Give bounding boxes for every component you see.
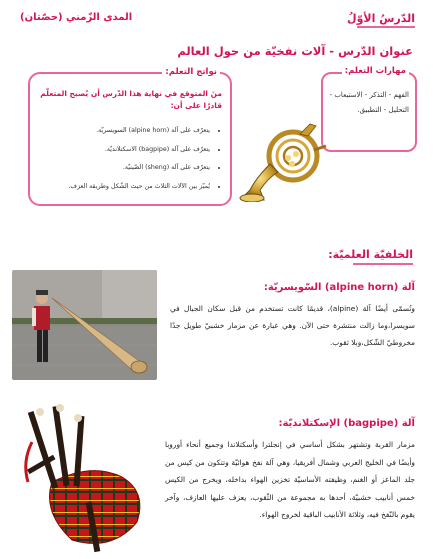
section-underline bbox=[353, 263, 413, 265]
outcome-item: • يُميّز بين الآلات الثلاث من حيث الشّكل وطريقة العزف. bbox=[36, 178, 210, 197]
lesson-title: عنوان الدّرس - آلات نفخيّة من حول العالم bbox=[177, 44, 413, 58]
duration-label: المدى الزّمني (حصّتان) bbox=[20, 12, 133, 23]
alpine-paragraph: وتُسمّى أيضًا آلة (alpine)، قديمًا كانت تستخدم من قبل سكان الجبال في سويسرا،وما زالت منتشرة حتى الآن. وهي عبارة عن مزمار خشبيّ طويل جدًا مخروطيّ الشّكل،وبلا ثقوب. bbox=[170, 304, 415, 347]
outcomes-box bbox=[28, 67, 232, 206]
outcomes-intro: منَ المتوقع في نهاية هذا الدّرس أن يُصبح المتعلّم قادرًا على أن: bbox=[40, 89, 222, 110]
outcome-item: • يتعرّف على آلة (sheng) الصّينيّة. bbox=[36, 159, 210, 178]
lesson-label: الدّرسُ الأوّلُ bbox=[347, 12, 415, 25]
alpine-horn-photo bbox=[12, 270, 157, 380]
bagpipe-photo bbox=[12, 402, 157, 552]
skills-title: مهارات التعلم: bbox=[342, 66, 409, 76]
outcomes-title: نواتج التعلم: bbox=[162, 67, 220, 77]
section-title: الخلفيّة العلميّة: bbox=[328, 248, 413, 261]
outcome-item: • يتعرّف على آلة (bagpipe) الاسكتلانديّة. bbox=[36, 141, 210, 160]
outcomes-list bbox=[36, 122, 220, 196]
alpine-title: آلة (alpine horn) السّويسريّة: bbox=[263, 282, 415, 293]
french-horn-illustration bbox=[238, 120, 330, 202]
skills-body: الفهم - التذكر - الاستيعاب - التحليل - التطبيق. bbox=[329, 91, 409, 114]
bagpipe-paragraph: مزمار القربة وتشتهر بشكل أساسي في إنجلترا وأسكتلاندا وجميع أنحاء أوروبا وأيضًا في الخليج العربي وشمال أفريقيا، وهي آلة نفخ هوائيّة وتتكون من كيس من جلد الماعز أو الغنم، وظيفته الأساسيّة تخزين الهواء بداخله، ويخرج من الكيس خمس أنابيب خشبيّة، أحدها به مجموعة من الثّقوب، يعزف عليها العازف، وآخر يقوم بالنّفخ فيه، وثلاثة الأنابيب الباقية لخروج الهواء. bbox=[165, 440, 415, 519]
outcome-item: • يتعرّف على آلة (alpine horn) السويسريّة. bbox=[36, 122, 210, 141]
lesson-underline bbox=[357, 26, 415, 28]
skills-box bbox=[321, 66, 417, 152]
bagpipe-title: آلة (bagpipe) الإسكتلانديّة: bbox=[278, 418, 415, 429]
